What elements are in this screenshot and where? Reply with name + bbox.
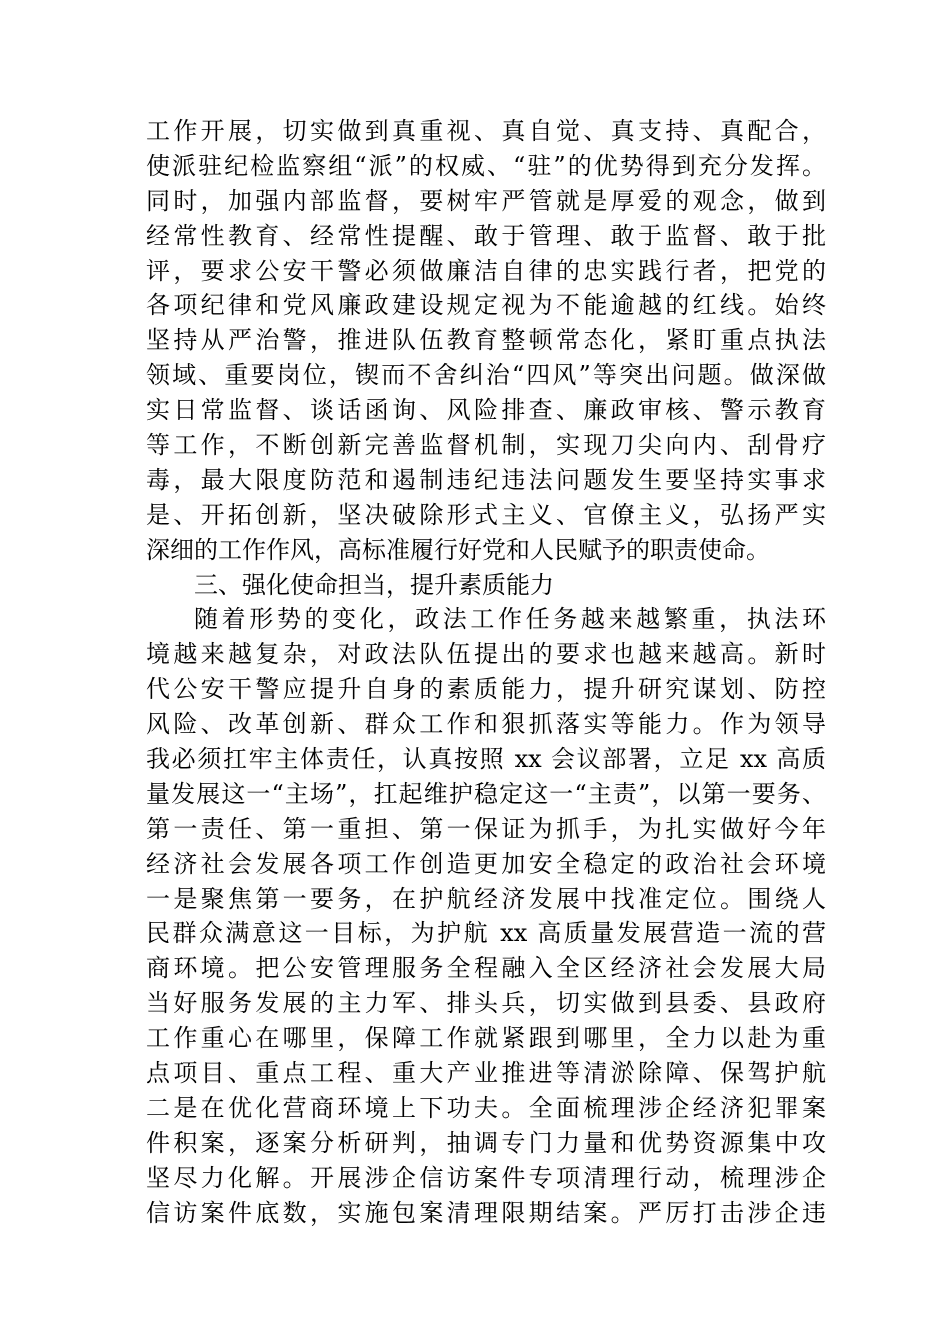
text-line: 工作重心在哪里，保障工作就紧跟到哪里，全力以赴为重	[146, 1024, 826, 1053]
text-line: 领域、重要岗位，锲而不舍纠治“四风”等突出问题。做深做	[146, 361, 826, 390]
document-body	[146, 114, 826, 1231]
text-line: 使派驻纪检监察组“派”的权威、“驻”的优势得到充分发挥。	[146, 151, 826, 180]
text-line: 经常性教育、经常性提醒、敢于管理、敢于监督、敢于批	[146, 221, 826, 250]
text-line: 毒，最大限度防范和遏制违纪违法问题发生要坚持实事求	[146, 465, 826, 494]
text-line: 等工作，不断创新完善监督机制，实现刀尖向内、刮骨疗	[146, 431, 826, 460]
text-line: 风险、改革创新、群众工作和狠抓落实等能力。作为领导	[146, 710, 826, 739]
text-line: 坚持从严治警，推进队伍教育整顿常态化，紧盯重点执法	[146, 326, 826, 355]
text-line: 一是聚焦第一要务，在护航经济发展中找准定位。围绕人	[146, 884, 826, 913]
section-heading: 三、强化使命担当，提升素质能力	[194, 570, 554, 599]
text-line: 点项目、重点工程、重大产业推进等清淤除障、保驾护航	[146, 1059, 826, 1088]
text-line: 各项纪律和党风廉政建设规定视为不能逾越的红线。始终	[146, 291, 826, 320]
text-line: 同时，加强内部监督，要树牢严管就是厚爱的观念，做到	[146, 186, 826, 215]
text-line: 我必须扛牢主体责任，认真按照 xx 会议部署，立足 xx 高质	[146, 745, 826, 774]
text-line: 实日常监督、谈话函询、风险排查、廉政审核、警示教育	[146, 396, 826, 425]
text-line: 件积案，逐案分析研判，抽调专门力量和优势资源集中攻	[146, 1128, 826, 1157]
text-line: 坚尽力化解。开展涉企信访案件专项清理行动，梳理涉企	[146, 1163, 826, 1192]
text-line: 深细的工作作风，高标准履行好党和人民赋予的职责使命。	[146, 535, 770, 564]
text-line: 信访案件底数，实施包案清理限期结案。严厉打击涉企违	[146, 1198, 826, 1227]
text-line: 评，要求公安干警必须做廉洁自律的忠实践行者，把党的	[146, 256, 826, 285]
text-line: 境越来越复杂，对政法队伍提出的要求也越来越高。新时	[146, 640, 826, 669]
text-line: 工作开展，切实做到真重视、真自觉、真支持、真配合，	[146, 117, 826, 145]
text-line: 商环境。把公安管理服务全程融入全区经济社会发展大局	[146, 954, 826, 983]
text-line: 随着形势的变化，政法工作任务越来越繁重，执法环	[194, 605, 826, 634]
text-line: 二是在优化营商环境上下功夫。全面梳理涉企经济犯罪案	[146, 1093, 826, 1122]
text-line: 是、开拓创新，坚决破除形式主义、官僚主义，弘扬严实	[146, 500, 826, 529]
text-line: 第一责任、第一重担、第一保证为抓手，为扎实做好今年	[146, 814, 826, 843]
text-line: 经济社会发展各项工作创造更加安全稳定的政治社会环境	[146, 849, 826, 878]
text-line: 民群众满意这一目标，为护航 xx 高质量发展营造一流的营	[146, 919, 826, 948]
text-line: 代公安干警应提升自身的素质能力，提升研究谋划、防控	[146, 675, 826, 704]
text-line: 量发展这一“主场”，扛起维护稳定这一“主责”，以第一要务、	[146, 779, 826, 808]
text-line: 当好服务发展的主力军、排头兵，切实做到县委、县政府	[146, 989, 826, 1018]
